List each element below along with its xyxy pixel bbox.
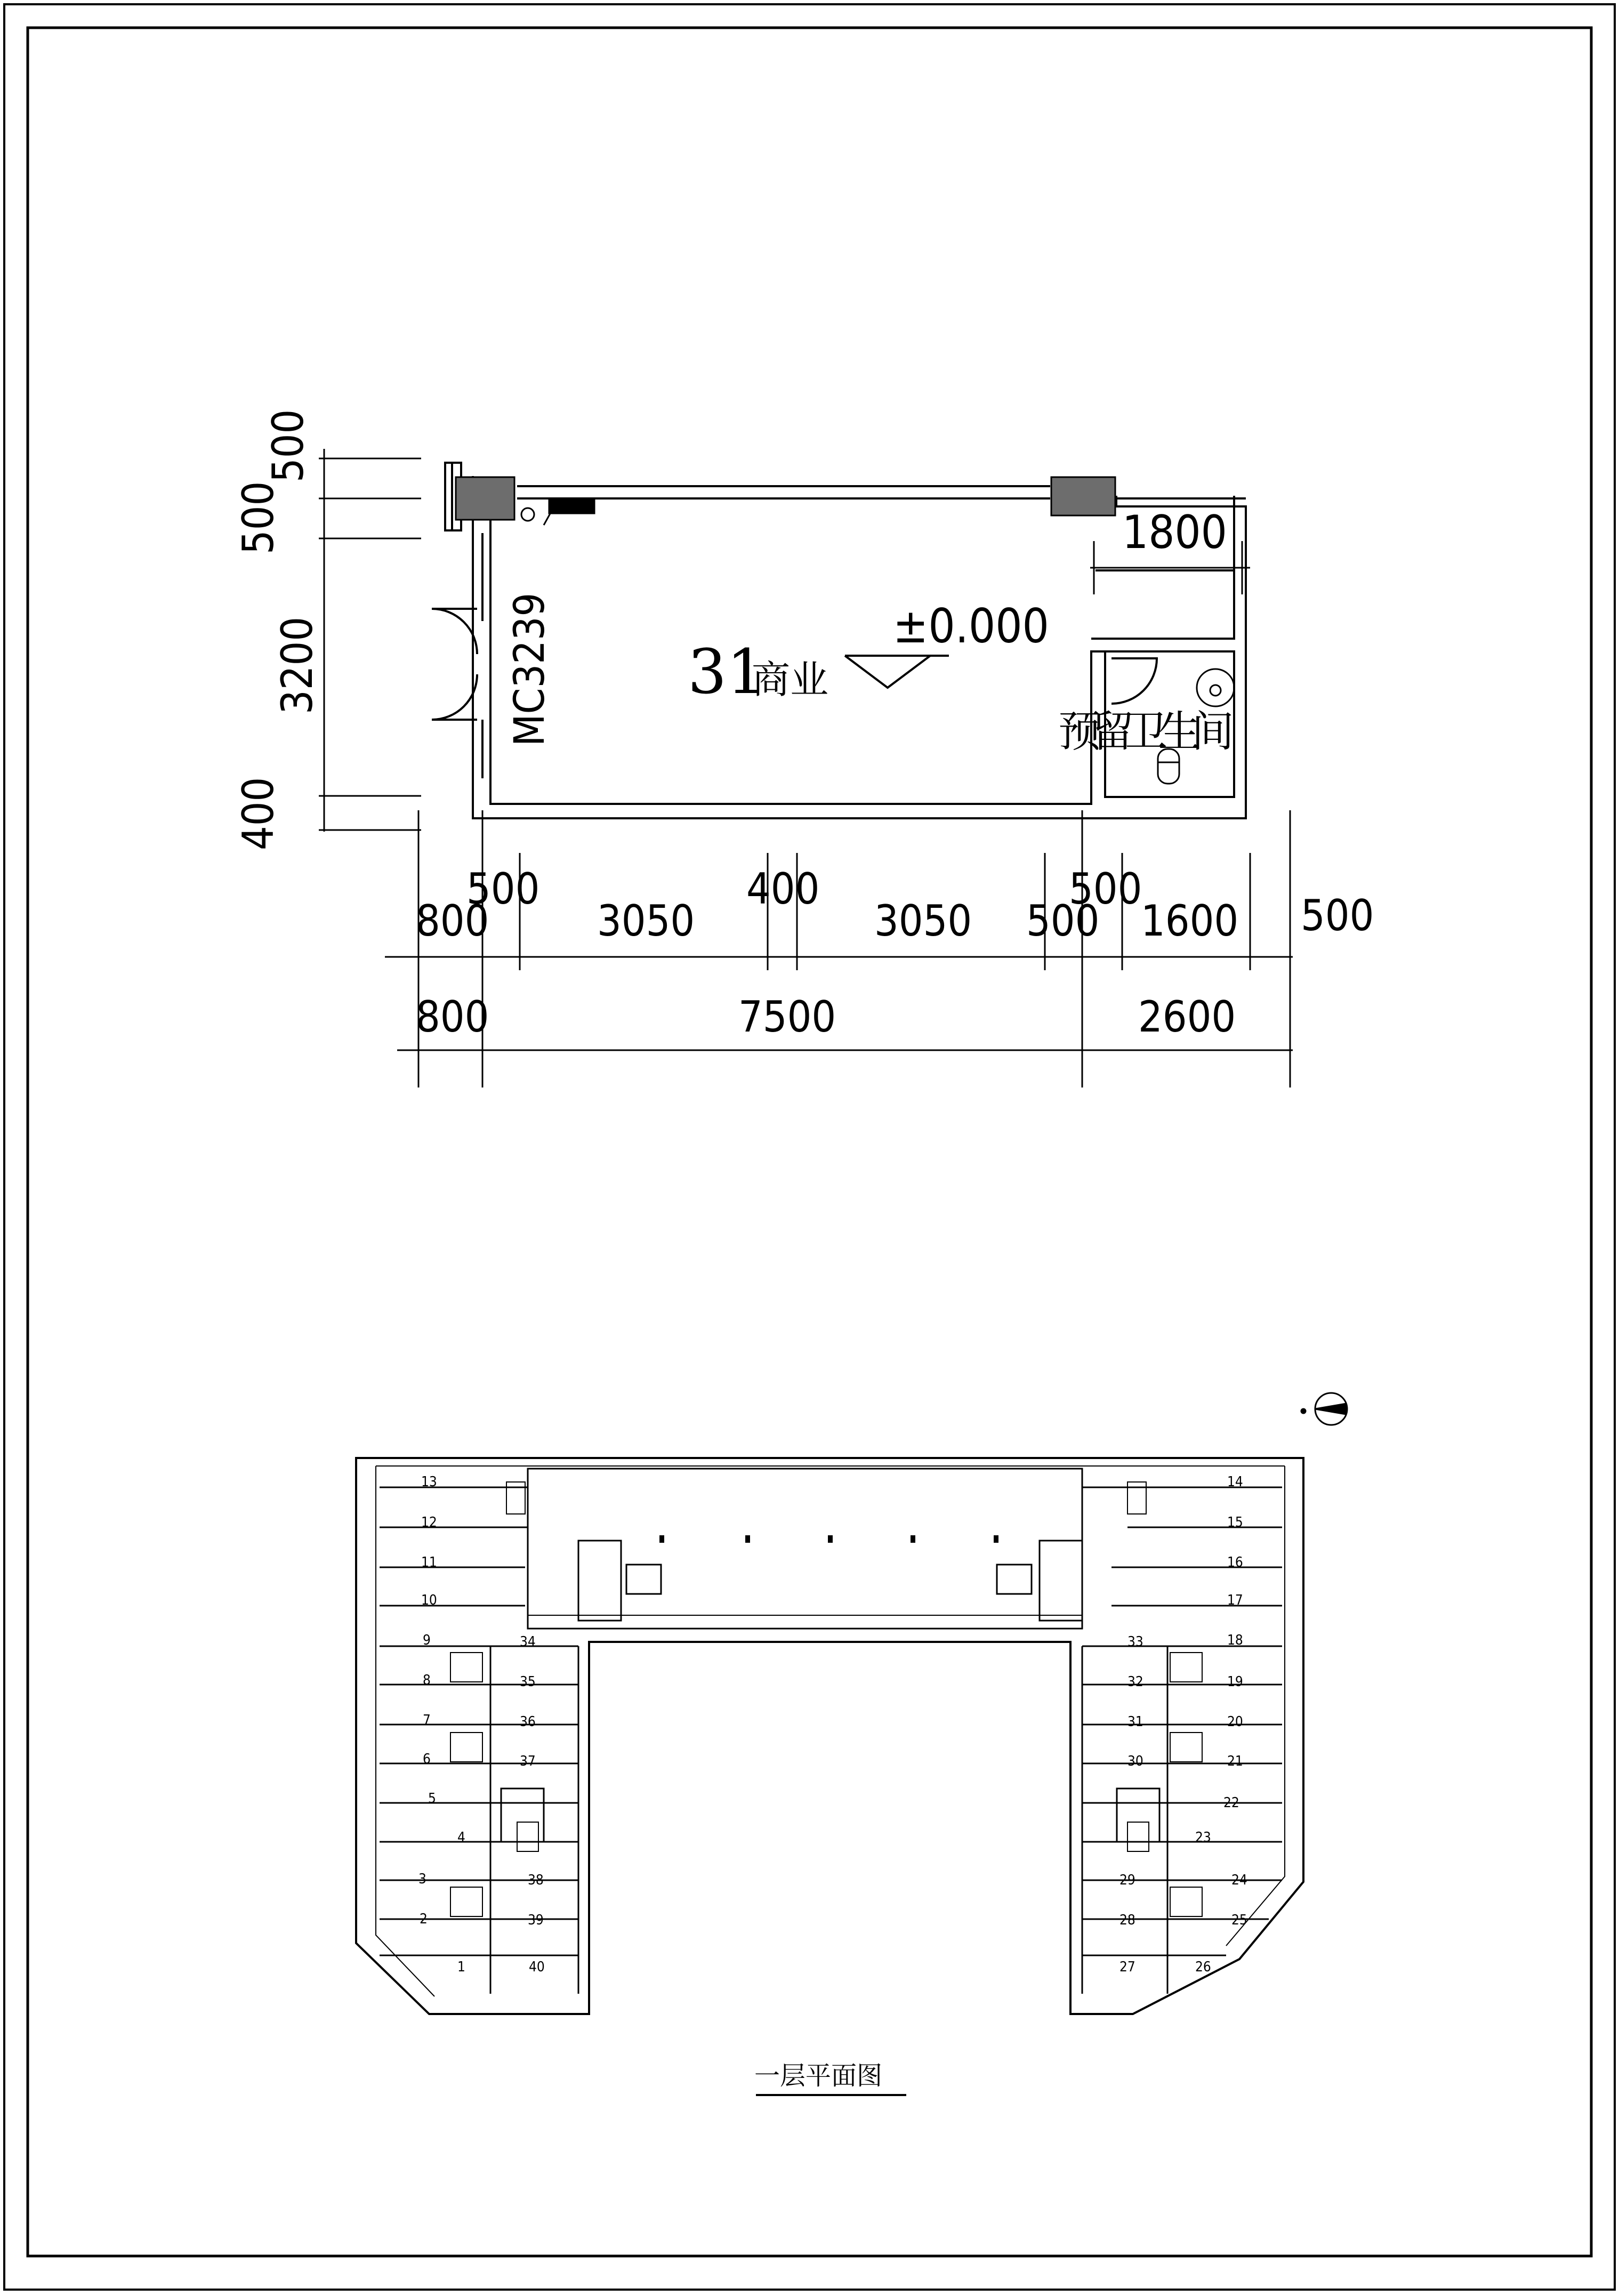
unit-number: 19	[1227, 1674, 1243, 1690]
dim-row2-3: 2600	[1138, 992, 1236, 1042]
left-dimension-lines	[319, 449, 421, 832]
unit-number: 35	[520, 1674, 536, 1690]
unit-number: 30	[1127, 1753, 1143, 1769]
unit-number: 2	[420, 1911, 428, 1927]
dim-row1-9: 500	[1301, 891, 1374, 940]
unit-number: 25	[1231, 1912, 1247, 1928]
unit-number: 22	[1223, 1795, 1239, 1811]
unit-number: 12	[421, 1514, 437, 1530]
dim-row1-5: 3050	[874, 896, 972, 946]
unit-number: 37	[520, 1753, 536, 1769]
unit-number: 16	[1227, 1554, 1243, 1570]
unit-number: 24	[1231, 1872, 1247, 1888]
hall-columns	[659, 1535, 998, 1543]
inner-frame	[28, 28, 1591, 2256]
bottom-dimension-lines	[385, 810, 1293, 1087]
unit-number: 33	[1127, 1634, 1143, 1650]
dim-row1-3: 3050	[597, 896, 695, 946]
unit-number: 13	[421, 1474, 437, 1490]
unit-number: 15	[1227, 1514, 1243, 1530]
unit-number: 28	[1119, 1912, 1135, 1928]
dim-left-2: 500	[233, 481, 283, 554]
unit-number: 3	[418, 1871, 426, 1887]
unit-number: 4	[457, 1830, 465, 1846]
unit-number: 7	[423, 1712, 431, 1728]
unit-number: 11	[421, 1554, 437, 1570]
reserved-wc-label: 预留卫生间	[1058, 707, 1234, 756]
dim-row2-2: 7500	[738, 992, 836, 1042]
structural-column	[1051, 477, 1115, 515]
unit-number: 26	[1195, 1959, 1211, 1975]
downpipe-symbol	[521, 498, 594, 525]
unit-number: 21	[1227, 1753, 1243, 1769]
unit-number: 29	[1119, 1872, 1135, 1888]
elevation-label: ±0.000	[893, 599, 1049, 654]
dim-row1-2: 500	[466, 864, 540, 914]
room-use-label: 商业	[752, 657, 829, 702]
unit-number: 36	[520, 1714, 536, 1730]
dim-row1-4: 400	[746, 864, 820, 914]
unit-number: 9	[423, 1632, 431, 1648]
room-number-label: 31	[688, 637, 766, 708]
dim-row1-1: 800	[416, 896, 489, 946]
unit-number: 5	[428, 1791, 436, 1807]
dim-left-1: 500	[263, 409, 313, 482]
unit-number: 34	[520, 1634, 536, 1650]
dim-left-3: 3200	[272, 616, 322, 714]
plan-title: 一层平面图	[754, 2061, 883, 2091]
unit-number: 32	[1127, 1674, 1143, 1690]
unit-number: 40	[529, 1959, 545, 1975]
dim-row1-8: 1600	[1141, 896, 1239, 946]
unit-number: 6	[423, 1751, 431, 1767]
unit-number: 8	[423, 1672, 431, 1688]
outer-frame	[4, 4, 1615, 2290]
dim-row1-6: 500	[1069, 864, 1142, 914]
unit-number: 10	[421, 1592, 437, 1608]
unit-number: 27	[1119, 1959, 1135, 1975]
unit-number: 1	[457, 1959, 465, 1975]
unit-number: 38	[528, 1872, 544, 1888]
unit-number: 20	[1227, 1714, 1243, 1730]
structural-column	[456, 477, 514, 520]
unit-number: 14	[1227, 1474, 1243, 1490]
wc-width-dimension: 1800	[1122, 506, 1227, 559]
dim-left-4: 400	[233, 777, 283, 850]
unit-number: 39	[528, 1912, 544, 1928]
unit-number: 18	[1227, 1632, 1243, 1648]
unit-number: 17	[1227, 1592, 1243, 1608]
unit-number: 23	[1195, 1830, 1211, 1846]
door-code-label: MC3239	[506, 592, 554, 746]
elevation-marker	[845, 656, 949, 688]
unit-number: 31	[1127, 1714, 1143, 1730]
dim-row2-1: 800	[416, 992, 489, 1042]
north-arrow	[1301, 1393, 1347, 1425]
dim-row1-7: 500	[1026, 896, 1100, 946]
